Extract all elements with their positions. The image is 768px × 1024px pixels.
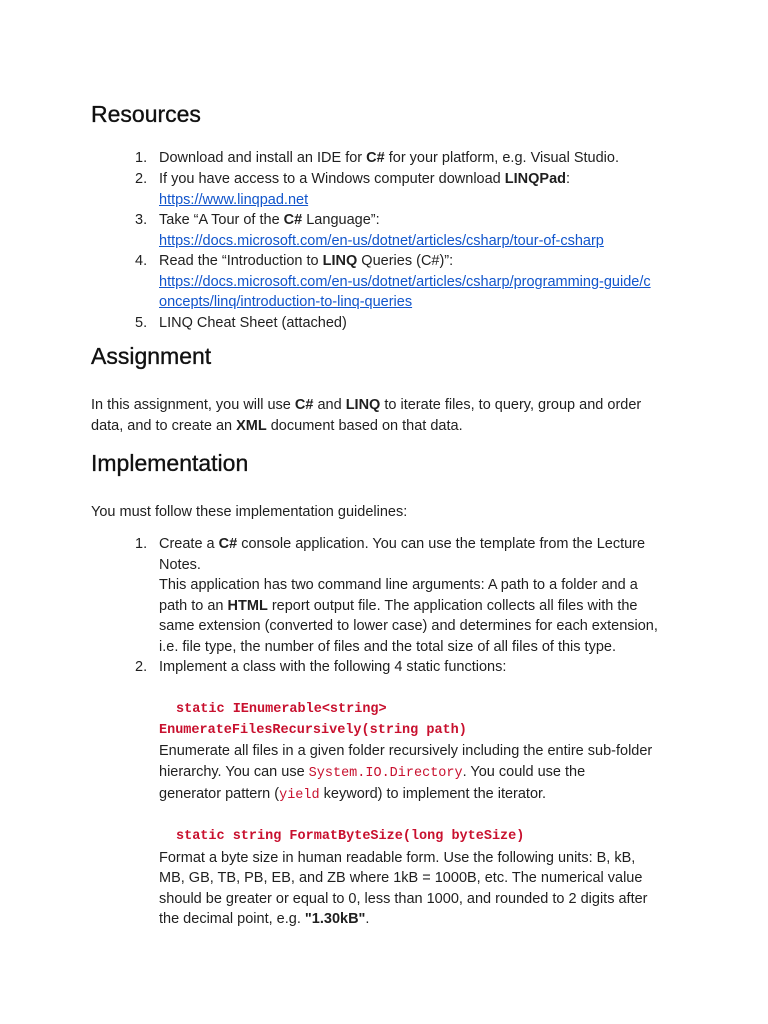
list-number: 2.: [135, 659, 148, 675]
list-number: 4.: [135, 253, 148, 269]
function-format-byte-size: static string FormatByteSize(long byteSize) Format a byte size in human readable form. Use the following units: B, kB, MB, GB, TB, PB, EB, and ZB where 1kB = 1000B, etc. The numerical value should be greater or equal to 0, less than 1000, and rounded to 2 digits after the decimal point, e.g. "1.30kB".: [159, 827, 699, 930]
inline-code: yield: [279, 788, 320, 804]
list-item: 1. Download and install an IDE for C# for your platform, e.g. Visual Studio.: [159, 148, 689, 169]
resources-heading: Resources: [91, 101, 201, 127]
list-number: 5.: [135, 315, 148, 331]
list-item: 2. Implement a class with the following 4 static functions:: [159, 657, 689, 678]
list-item: 3. Take “A Tour of the C# Language”: https://docs.microsoft.com/en-us/dotnet/articles/csharp/tour-of-csharp: [135, 212, 604, 249]
inline-code: System.IO.Directory: [308, 765, 463, 781]
code-signature: static string FormatByteSize(long byteSize): [176, 829, 525, 844]
assignment-heading: Assignment: [91, 343, 212, 369]
list-item: 4. Read the “Introduction to LINQ Queries (C#)”: https://docs.microsoft.com/en-us/dotnet/articles/csharp/programming-guide/c oncepts/linq/introduction-to-linq-queries: [135, 253, 651, 311]
list-item: 2. If you have access to a Windows computer download LINQPad: https://www.linqpad.net: [135, 171, 571, 208]
linq-intro-link-continued[interactable]: oncepts/linq/introduction-to-linq-queries: [159, 294, 413, 311]
list-number: 3.: [135, 212, 148, 228]
assignment-paragraph: In this assignment, you will use C# and LINQ to iterate files, to query, group and order data, and to create an XML document based on that data.: [91, 397, 642, 434]
code-signature: static IEnumerable<string>: [176, 702, 387, 717]
linq-intro-link[interactable]: https://docs.microsoft.com/en-us/dotnet/articles/csharp/programming-guide/c: [159, 273, 651, 290]
function-enumerate-files: static IEnumerable<string> EnumerateFilesRecursively(string path) Enumerate all files in a given folder recursively including the entire sub-folder hierarchy. You can use System.IO.Directory. You could use the generator pattern (yield keyword) to implement the iterator.: [159, 700, 699, 807]
list-number: 1.: [135, 150, 148, 166]
code-signature: EnumerateFilesRecursively(string path): [159, 722, 467, 738]
implementation-heading: Implementation: [91, 450, 249, 476]
implementation-intro: You must follow these implementation guidelines:: [91, 504, 408, 520]
linqpad-link[interactable]: https://www.linqpad.net: [159, 191, 309, 208]
list-item: 1. Create a C# console application. You can use the template from the Lecture Notes. This application has two command line arguments: A path to a folder and a path to an HTML report output file. The application collects all files with the same extension (converted to lower case) and determines for each extension, i.e. file type, the number of files and the total size of all files of this type.: [135, 536, 658, 655]
list-number: 2.: [135, 171, 148, 187]
list-item: 5. LINQ Cheat Sheet (attached): [159, 313, 689, 334]
list-number: 1.: [135, 536, 148, 552]
csharp-tour-link[interactable]: https://docs.microsoft.com/en-us/dotnet/articles/csharp/tour-of-csharp: [159, 232, 604, 249]
